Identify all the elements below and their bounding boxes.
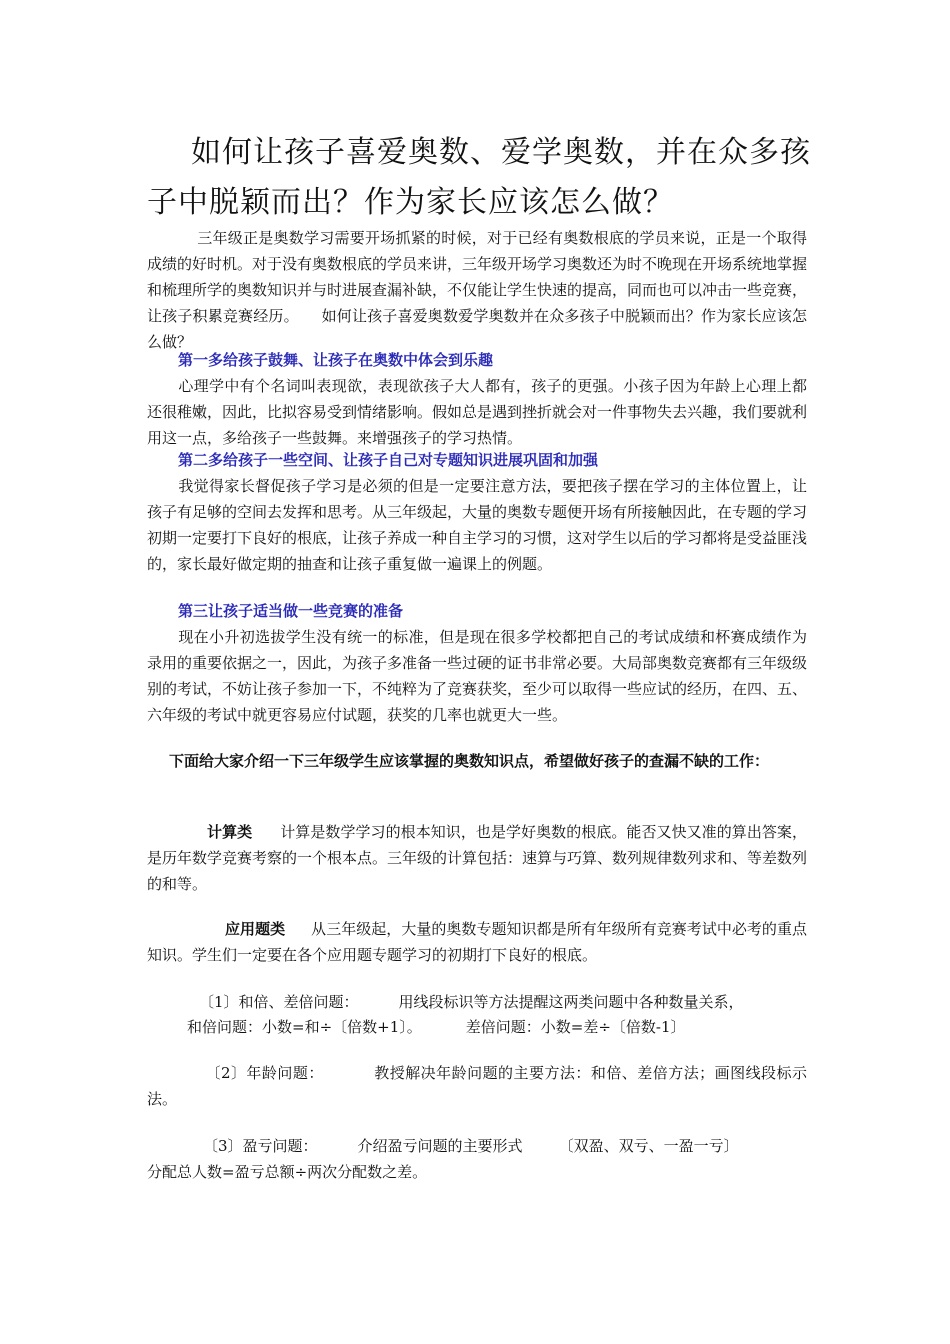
item-1-line1: [147, 989, 817, 1015]
knowledge-intro: 下面给大家介绍一下三年级学生应该掌握的奥数知识点，希望做好孩子的查漏不缺的工作：: [169, 752, 770, 770]
item-2-label: 〔2〕年龄问题：: [205, 1064, 324, 1082]
applied-text: 从三年级起，大量的奥数专题知识都是所有年级所有竞赛考试中必考的重点知识。学生们一定要在各个应用题专题学习的初期打下良好的根底。: [147, 920, 807, 964]
item-3-label: 〔3〕盈亏问题：: [203, 1137, 318, 1155]
item-3-text2: 〔双盈、双亏、一盈一亏〕: [558, 1137, 739, 1155]
section-2-heading: 第二多给孩子一些空间、让孩子自己对专题知识进展巩固和加强: [178, 451, 599, 469]
title-text: 如何让孩子喜爱奥数、爱学奥数，并在众多孩子中脱颖而出？作为家长应该怎么做？: [147, 135, 811, 220]
item-3-text: 介绍盈亏问题的主要形式: [357, 1137, 523, 1155]
item-1-formula-b: 差倍问题：小数=差÷〔倍数-1〕: [465, 1018, 686, 1036]
document-title: [147, 128, 812, 228]
applied-paragraph: [147, 916, 807, 968]
section-3-heading: 第三让孩子适当做一些竞赛的准备: [178, 602, 404, 620]
section-1-heading: 第一多给孩子鼓舞、让孩子在奥数中体会到乐趣: [178, 351, 494, 369]
item-2-text: 教授解决年龄问题的主要方法：和倍、差倍方法；画图线段标示法。: [147, 1064, 807, 1108]
applied-label: 应用题类: [225, 920, 286, 938]
item-1-formula-a: 和倍问题：小数=和÷〔倍数+1〕。: [187, 1018, 422, 1036]
calc-label: 计算类: [207, 823, 253, 841]
section-3-body: 现在小升初选拔学生没有统一的标准，但是现在很多学校都把自己的考试成绩和杯赛成绩作为录用的重要依据之一，因此，为孩子多准备一些过硬的证书非常必要。大局部奥数竞赛都有三年级级别的考试，不妨让孩子参加一下，不纯粹为了竞赛获奖，至少可以取得一些应试的经历，在四、五、六年级的考试中就更容易应付试题，获奖的几率也就更大一些。: [147, 628, 808, 724]
section-1-body: 心理学中有个名词叫表现欲，表现欲孩子大人都有，孩子的更强。小孩子因为年龄上心理上都还很稚嫩，因此，比拟容易受到情绪影响。假如总是遇到挫折就会对一件事物失去兴趣，我们要就利用这一点，多给孩子一些鼓舞。来增强孩子的学习热情。: [147, 377, 808, 447]
calc-paragraph: [147, 819, 807, 897]
item-1-text: 用线段标识等方法提醒这两类问题中各种数量关系，: [398, 993, 744, 1011]
item-3-line2: 分配总人数=盈亏总额÷两次分配数之差。: [147, 1163, 428, 1181]
item-2-paragraph: [147, 1060, 807, 1112]
calc-text: 计算是数学学习的根本知识，也是学好奥数的根底。能否又快又准的算出答案，是历年数学竞赛考察的一个根本点。三年级的计算包括：速算与巧算、数列规律数列求和、等差数列的和等。: [147, 823, 808, 893]
section-2-body: 我觉得家长督促孩子学习是必须的但是一定要注意方法，要把孩子摆在学习的主体位置上，让孩子有足够的空间去发挥和思考。从三年级起，大量的奥数专题便开场有所接触因此，在专题的学习初期一定要打下良好的根底，让孩子养成一种自主学习的习惯，这对学生以后的学习都将是受益匪浅的，家长最好做定期的抽查和让孩子重复做一遍课上的例题。: [147, 477, 808, 573]
intro-paragraph: 三年级正是奥数学习需要开场抓紧的时候，对于已经有奥数根底的学员来说，正是一个取得成绩的好时机。对于没有奥数根底的学员来讲，三年级开场学习奥数还为时不晚现在开场系统地掌握和梳理所学的奥数知识并与时进展查漏补缺，不仅能让学生快速的提高，同而也可以冲击一些竞赛，让孩子积累竞赛经历。 如何让孩子喜爱奥数爱学奥数并在众多孩子中脱颖而出？作为家长应该怎么做？: [147, 229, 808, 351]
item-1-label: 〔1〕和倍、差倍问题：: [199, 993, 359, 1011]
item-1-line2: [147, 1014, 807, 1040]
item-3-line1: [147, 1133, 807, 1159]
